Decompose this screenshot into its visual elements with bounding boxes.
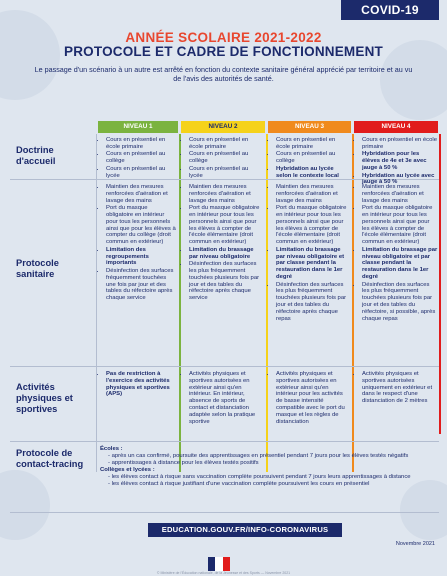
list-item: • Cours en présentiel au lycée — [189, 166, 263, 180]
list-item: • Pas de restriction à l'exercice des activités physiques et sportives (APS) — [106, 371, 176, 398]
tracing-content — [100, 446, 438, 487]
marianne-logo-icon — [208, 557, 230, 571]
list-item: • Cours en présentiel en école primaire — [276, 137, 350, 151]
level-4-divider — [439, 134, 441, 434]
list-item: • Maintien des mesures renforcées d'aération et lavage des mains — [362, 184, 438, 204]
sanitaire-level-1 — [100, 184, 176, 303]
list-item: • Cours en présentiel en école primaire — [106, 137, 176, 151]
list-item: • Hybridation au lycée selon le contexte local — [276, 166, 350, 180]
list-item: • Port du masque obligatoire en intérieur pour tous les personnels ainsi que pour les élèves à compter du collège (droit commun en extérieur) — [106, 205, 176, 246]
row-label-tracing: Protocole de contact-tracing — [16, 448, 84, 469]
list-item: • Maintien des mesures renforcées d'aération et lavage des mains — [189, 184, 263, 204]
activites-level-4 — [356, 371, 438, 406]
row-divider — [10, 512, 439, 513]
list-item: • Cours en présentiel en école primaire — [189, 137, 263, 151]
list-item: • Activités physiques et sportives autorisées en extérieur ainsi qu'en intérieur pour les activités de basse intensité compatible avec le port du masque et les règles de distanciation — [276, 371, 350, 425]
list-item: • Cours en présentiel au collège — [106, 151, 176, 165]
level-1-header: NIVEAU 1 — [98, 121, 178, 133]
activites-level-2 — [183, 371, 263, 426]
list-item: • Cours en présentiel en école primaire — [362, 137, 438, 151]
page-title-year: ANNÉE SCOLAIRE 2021-2022 — [125, 30, 322, 45]
footer-credit: © Ministère de l'Éducation nationale, de la Jeunesse et des Sports — Novembre 2021 — [156, 571, 291, 575]
list-item: • Cours en présentiel au collège — [189, 151, 263, 165]
list-item: • Limitation du brassage par niveau obligatoire et par classe pendant la restauration dans le 1er degré — [276, 247, 350, 281]
virus-decoration — [400, 480, 447, 540]
sanitaire-level-2 — [183, 184, 263, 303]
info-url-link[interactable]: EDUCATION.GOUV.FR/INFO-CORONAVIRUS — [148, 523, 342, 537]
list-item: • Hybridation pour les élèves de 4e et 3e avec jauge à 50 % — [362, 151, 438, 171]
list-item: • Cours en présentiel au lycée — [106, 166, 176, 180]
list-item: • Port du masque obligatoire en intérieur pour tous les personnels ainsi que pour les élèves à compter de l'école élémentaire (droit commun en extérieur) — [189, 205, 263, 246]
list-item: • Hybridation au lycée avec jauge à 50 % — [362, 173, 438, 187]
level-2-header: NIVEAU 2 — [181, 121, 265, 133]
level-4-header: NIVEAU 4 — [354, 121, 438, 133]
list-item: • Désinfection des surfaces les plus fréquemment touchées plusieurs fois par jour et des tables du réfectoire, si possible, après chaque repas — [362, 282, 438, 323]
tracing-ecoles-heading: Écoles : — [100, 446, 123, 452]
list-item: • Désinfection des surfaces les plus fréquemment touchées plusieurs fois par jour et des tables du réfectoire après chaque repas — [276, 282, 350, 323]
doctrine-level-1 — [100, 137, 176, 180]
list-item: • Limitation du brassage par niveau obligatoire et par classe pendant la restauration dans le 1er degré — [362, 247, 438, 281]
doctrine-level-4 — [356, 137, 438, 187]
tracing-line: - après un cas confirmé, poursuite des apprentissages en présentiel pendant 7 jours pour les élèves testés négatifs — [108, 452, 409, 459]
page-title: PROTOCOLE ET CADRE DE FONCTIONNEMENT — [64, 44, 383, 59]
list-item: • Désinfection des surfaces fréquemment touchées une fois par jour et des tables du réfectoire après chaque service — [106, 268, 176, 302]
list-item: • Maintien des mesures renforcées d'aération et lavage des mains — [276, 184, 350, 204]
tracing-lycees-heading: Collèges et lycées : — [100, 466, 155, 473]
list-item: • Activités physiques et sportives autorisées uniquement en extérieur et dans le respect d'une distanciation de 2 mètres — [362, 371, 438, 405]
list-item: • Désinfection des surfaces les plus fréquemment touchées plusieurs fois par jour et des tables du réfectoire après chaque service — [189, 261, 263, 302]
doctrine-level-2 — [183, 137, 263, 180]
list-item: • Maintien des mesures renforcées d'aération et lavage des mains — [106, 184, 176, 204]
list-item: • Cours en présentiel au collège — [276, 151, 350, 165]
list-item: • Port du masque obligatoire en intérieur pour tous les personnels ainsi que pour les élèves à compter de l'école élémentaire (droit commun en extérieur) — [362, 205, 438, 246]
list-item: • Activités physiques et sportives autorisées en extérieur ainsi qu'en intérieur. En intérieur, absence de sports de contact et distanciation adaptée selon la pratique sportive — [189, 371, 263, 425]
sanitaire-level-3 — [270, 184, 350, 323]
covid-tag: COVID-19 — [341, 0, 439, 20]
doctrine-level-3 — [270, 137, 350, 180]
virus-decoration — [0, 470, 50, 540]
list-item: • Port du masque obligatoire en intérieur pour tous les personnels ainsi que pour les élèves à compter de l'école élémentaire (droit commun en extérieur) — [276, 205, 350, 246]
publication-date: Novembre 2021 — [395, 541, 435, 547]
row-label-sanitaire: Protocole sanitaire — [16, 258, 59, 279]
row-label-activites: Activités physiques et sportives — [16, 382, 73, 414]
list-item: • Limitation des regroupements importants — [106, 247, 176, 267]
row-divider — [10, 366, 439, 367]
tracing-line: - les élèves contact à risque sans vaccination complète poursuivent pendant 7 jours leurs apprentissages à distance — [108, 473, 411, 480]
activites-level-3 — [270, 371, 350, 426]
list-item: • Limitation du brassage par niveau obligatoire — [189, 247, 263, 261]
level-3-header: NIVEAU 3 — [268, 121, 351, 133]
activites-level-1 — [100, 371, 176, 399]
intro-text: Le passage d'un scénario à un autre est arrêté en fonction du contexte sanitaire général apprécié par territoire et au vu de l'avis des autorités de santé. — [34, 65, 413, 83]
row-label-doctrine: Doctrine d'accueil — [16, 145, 56, 166]
tracing-line: - apprentissages à distance pour les élèves testés positifs — [108, 459, 259, 466]
sanitaire-level-4 — [356, 184, 438, 323]
row-divider — [10, 441, 439, 442]
tracing-line: - les élèves contact à risque justifiant d'une vaccination complète poursuivent les cours en présentiel — [108, 480, 370, 487]
